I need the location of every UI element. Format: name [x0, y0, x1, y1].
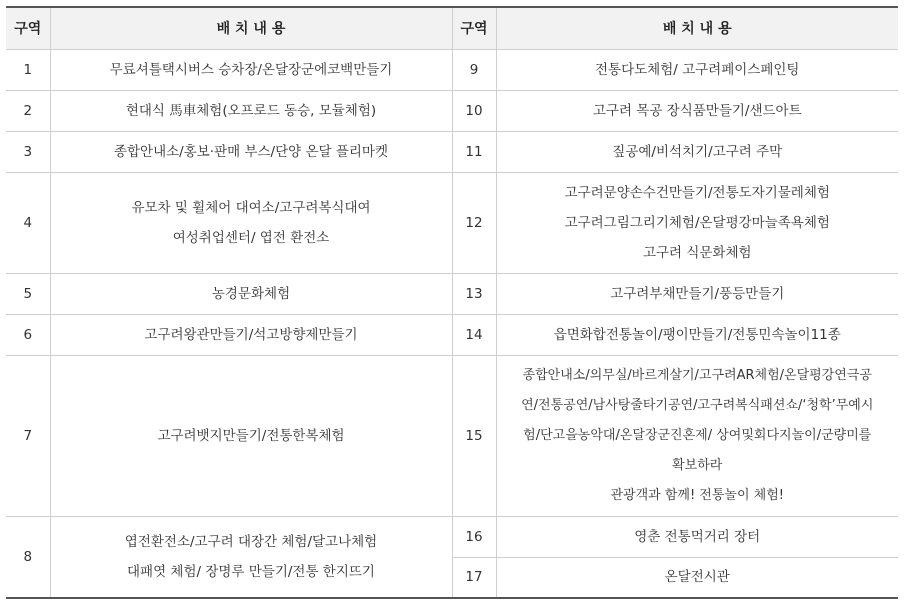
zone-number: 15 — [452, 355, 496, 516]
content-line: 대패엿 체험/ 장명루 만들기/전통 한지뜨기 — [127, 563, 375, 580]
zone-content — [496, 90, 898, 131]
content-header-right: 배 치 내 용 — [496, 7, 898, 49]
zone-header-right: 구역 — [452, 7, 496, 49]
content-line: 짚공예/비석치기/고구려 주막 — [612, 143, 783, 160]
content-line: 연/전통공연/남사탕줄타기공연/고구려복식패션쇼/‘청학’무예시 — [521, 397, 874, 413]
content-line: 여성취업센터/ 엽전 환전소 — [172, 229, 330, 246]
content-line: 확보하라 — [672, 457, 723, 473]
zone-content — [50, 49, 452, 90]
zone-number: 11 — [452, 131, 496, 172]
table-row — [6, 49, 898, 90]
zone-content — [50, 90, 452, 131]
zone-content — [496, 273, 898, 314]
header-row — [6, 7, 898, 49]
content-line: 고구려뱃지만들기/전통한복체험 — [157, 427, 345, 444]
content-line: 고구려왕관만들기/석고방향제만들기 — [144, 326, 358, 343]
zone-number: 4 — [6, 172, 50, 273]
zone-header-left: 구역 — [6, 7, 50, 49]
zone-number: 13 — [452, 273, 496, 314]
zone-content — [496, 355, 898, 516]
zone-number: 17 — [452, 557, 496, 598]
zone-number: 1 — [6, 49, 50, 90]
zone-number: 5 — [6, 273, 50, 314]
zone-content — [496, 49, 898, 90]
booth-layout-table — [6, 6, 898, 599]
table-row — [6, 131, 898, 172]
zone-content — [50, 355, 452, 516]
content-line: 고구려그림그리기체험/온달평강마늘족욕체험 — [564, 214, 830, 231]
content-line: 고구려부채만들기/풍등만들기 — [610, 285, 785, 302]
table-row — [6, 314, 898, 355]
content-line: 유모차 및 휠체어 대여소/고구려복식대여 — [131, 199, 371, 216]
table-row — [6, 355, 898, 516]
zone-number: 16 — [452, 516, 496, 557]
content-line: 온달전시관 — [664, 569, 730, 586]
zone-number: 8 — [6, 516, 50, 598]
zone-number: 2 — [6, 90, 50, 131]
content-line: 고구려 식문화체험 — [642, 244, 752, 261]
zone-content — [496, 131, 898, 172]
table-row — [6, 172, 898, 273]
zone-content — [50, 516, 452, 598]
content-line: 현대식 馬車체험(오프로드 동승, 모듈체험) — [125, 102, 377, 119]
zone-number: 10 — [452, 90, 496, 131]
content-line: 무료셔틀택시버스 승차장/온달장군에코백만들기 — [109, 61, 393, 78]
zone-content — [50, 314, 452, 355]
content-line: 엽전환전소/고구려 대장간 체험/달고나체험 — [124, 533, 378, 550]
content-header-left: 배 치 내 용 — [50, 7, 452, 49]
zone-number: 3 — [6, 131, 50, 172]
content-line: 읍면화합전통놀이/팽이만들기/전통민속놀이11종 — [553, 326, 841, 343]
zone-content — [50, 131, 452, 172]
zone-content — [50, 273, 452, 314]
content-line: 전통다도체험/ 고구려페이스페인팅 — [595, 61, 800, 78]
content-line: 종합안내소/홍보·판매 부스/단양 온달 플리마켓 — [113, 143, 389, 160]
zone-content — [496, 172, 898, 273]
zone-content — [496, 557, 898, 598]
zone-number: 12 — [452, 172, 496, 273]
zone-content — [50, 172, 452, 273]
zone-number: 6 — [6, 314, 50, 355]
zone-content — [496, 516, 898, 557]
content-line: 고구려 목공 장식품만들기/샌드아트 — [592, 102, 802, 119]
content-line: 고구려문양손수건만들기/전통도자기물레체험 — [564, 184, 830, 201]
table-row — [6, 90, 898, 131]
content-line: 관광객과 함께! 전통놀이 체험! — [610, 487, 785, 503]
content-line: 험/단고을농악대/온달장군진혼제/ 상여및회다지놀이/군량미를 — [523, 427, 872, 443]
content-line: 농경문화체험 — [211, 285, 291, 302]
zone-number: 7 — [6, 355, 50, 516]
content-line: 종합안내소/의무실/바르게살기/고구려AR체험/온달평강연극공 — [522, 367, 872, 383]
table-row — [6, 516, 898, 557]
zone-content — [496, 314, 898, 355]
content-line: 영춘 전통먹거리 장터 — [634, 528, 761, 545]
zone-number: 9 — [452, 49, 496, 90]
zone-number: 14 — [452, 314, 496, 355]
table-row — [6, 273, 898, 314]
